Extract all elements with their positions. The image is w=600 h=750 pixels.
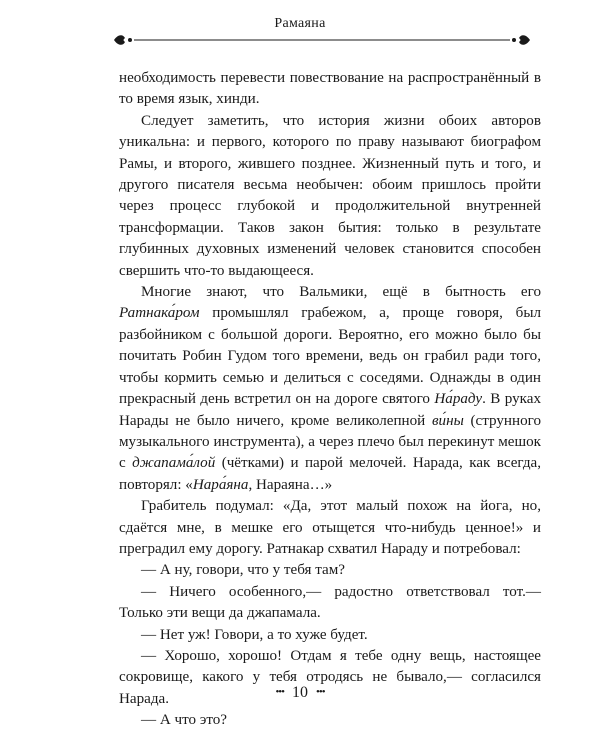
italic-term: ви́ны — [431, 412, 464, 429]
paragraph: Следует заметить, что история жизни обоих авторов уникальна: и первого, которого по праву называют биографом Рамы, и второго, жившего позднее. Жизненный путь и того, и другого писателя весьма необычен: обоим пришлось пройти через процесс глубокой и продолжительной внутренней трансформации. Таков закон бытия: только в результате глубинных духовных изменений человек становится способен свершить что-то выдающееся. — [119, 112, 541, 279]
dialogue-line: — Ничего особенного,— радостно ответствовал тот.— Только эти вещи да джапамала. — [119, 583, 541, 622]
dialogue-line: — Хорошо, хорошо! Отдам я тебе одну вещь, настоящее сокровище, какого у тебя отродясь не бывало,— согласился Нарада. — [119, 647, 541, 707]
italic-term: джапама́лой — [132, 455, 216, 472]
running-head: Рамаяна — [274, 16, 326, 31]
ornamental-rule — [112, 30, 532, 50]
dialogue-line: — А ну, говори, что у тебя там? — [141, 562, 345, 579]
folio-ornament-left: ••• — [275, 686, 284, 698]
paragraph: Многие знают, что Вальмики, ещё в бытность его Ратнака́ром промышлял грабежом, а, проще говоря, был разбойником с большой дороги. Вероятно, его можно было бы почитать Робин Гудом того времени, ведь он грабил ради того, чтобы кормить семью и делиться с соседями. Однажды в один прекрасный день встретил он на дороге святого На́раду. В руках Нарады не было ничего, кроме великолепной ви́ны (струнного музыкального инструмента), а через плечо был перекинут мешок с джапама́лой (чётками) и парой мелочей. Нарада, как всегда, повторял: «Нара́яна, Нараяна…» — [119, 284, 541, 493]
paragraph: Грабитель подумал: «Да, этот малый похож на йога, но, сдаётся мне, в мешке его отыщется что-нибудь ценное!» и преградил ему дорогу. Ратнакар схватил Нараду и потребовал: — [119, 498, 541, 557]
dialogue-line: — А что это? — [141, 712, 227, 729]
page-number: 10 — [292, 684, 308, 701]
body-text — [119, 68, 541, 732]
page-folio — [0, 684, 600, 702]
italic-term: Нара́яна — [192, 476, 249, 493]
dialogue-line: — Нет уж! Говори, а то хуже будет. — [141, 626, 368, 643]
left-fleuron-icon — [114, 35, 132, 45]
folio-ornament-right: ••• — [316, 686, 325, 698]
italic-term: На́раду — [434, 391, 483, 408]
italic-term: Ратнака́ром — [119, 305, 200, 322]
paragraph: необходимость перевести повествование на распространённый в то время язык, хинди. — [119, 70, 541, 108]
right-fleuron-icon — [512, 35, 530, 45]
